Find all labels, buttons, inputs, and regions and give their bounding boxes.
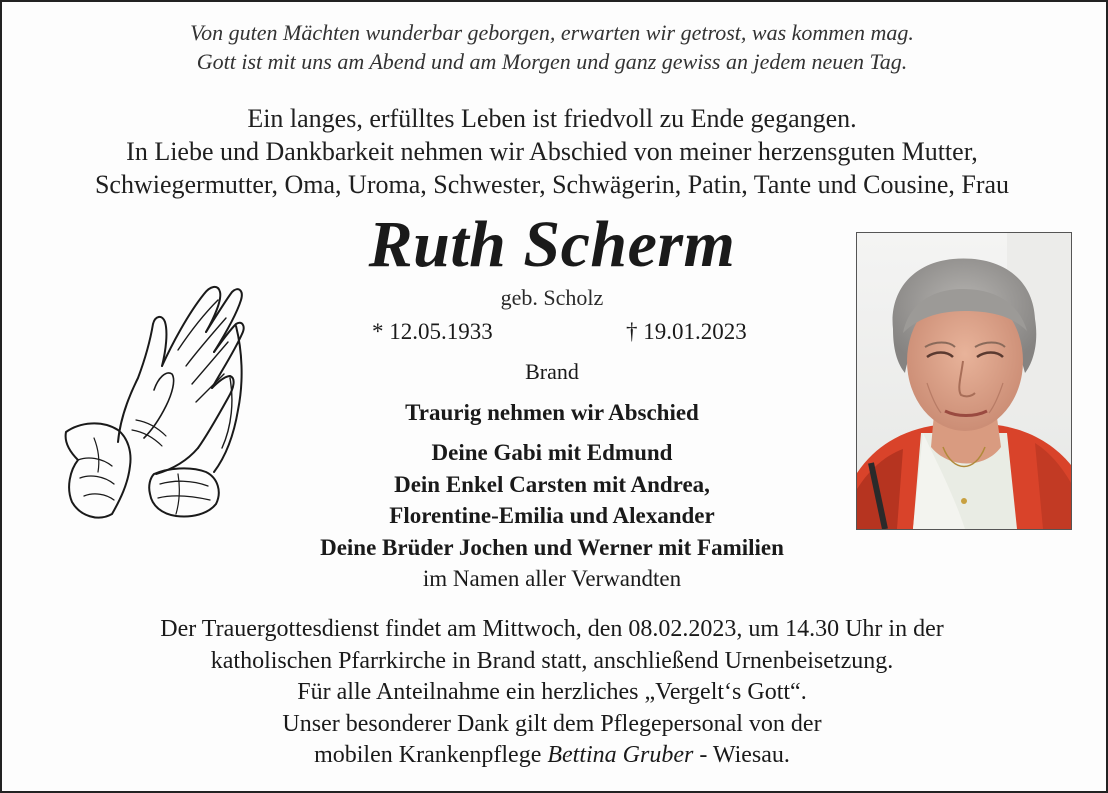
- intro-text: [0, 102, 1104, 201]
- opening-quote: [0, 18, 1104, 76]
- nurse-name: Bettina Gruber: [547, 742, 694, 768]
- mourners-heading: Traurig nehmen wir Abschied: [405, 400, 699, 425]
- quote-line-1: Von guten Mächten wunderbar geborgen, erwarten wir getrost, was kommen mag.: [190, 20, 914, 45]
- death-date: † 19.01.2023: [626, 319, 747, 344]
- intro-line-2: In Liebe und Dankbarkeit nehmen wir Abschied von meiner herzensguten Mutter,: [126, 137, 978, 166]
- service-line-3: Für alle Anteilnahme ein herzliches „Vergelt‘s Gott“.: [297, 679, 807, 705]
- service-line-4: Unser besonderer Dank gilt dem Pflegepersonal von der: [282, 710, 822, 737]
- birth-date: * 12.05.1933: [372, 319, 493, 344]
- praying-hands-icon: [58, 270, 250, 532]
- portrait-photo: [856, 232, 1072, 530]
- mourner-line-2: Dein Enkel Carsten mit Andrea,: [394, 471, 710, 497]
- service-line-1: Der Trauergottesdienst findet am Mittwoch, den 08.02.2023, um 14.30 Uhr in der: [160, 616, 944, 642]
- quote-line-2: Gott ist mit uns am Abend und am Morgen und ganz gewiss an jedem neuen Tag.: [196, 49, 908, 74]
- service-line-5-suffix: - Wiesau.: [693, 742, 790, 768]
- mourner-line-1: Deine Gabi mit Edmund: [431, 440, 673, 465]
- intro-line-3: Schwiegermutter, Oma, Uroma, Schwester, Schwägerin, Patin, Tante und Cousine, Frau: [94, 170, 1010, 199]
- mourner-line-4: Deine Brüder Jochen und Werner mit Familien: [320, 534, 784, 560]
- maiden-name: geb. Scholz: [500, 285, 604, 310]
- service-line-5-prefix: mobilen Krankenpflege: [314, 742, 548, 768]
- mourner-line-5: im Namen aller Verwandten: [422, 566, 682, 591]
- service-line-2: katholischen Pfarrkirche in Brand statt, anschließend Urnenbeisetzung.: [210, 647, 894, 674]
- intro-line-1: Ein langes, erfülltes Leben ist friedvoll zu Ende gegangen.: [247, 104, 857, 133]
- service-info: [0, 614, 1104, 772]
- deceased-name: Ruth Scherm: [368, 208, 736, 281]
- service-line-5: [0, 740, 1104, 772]
- mourner-line-3: Florentine-Emilia und Alexander: [389, 503, 715, 528]
- hometown: Brand: [525, 359, 579, 384]
